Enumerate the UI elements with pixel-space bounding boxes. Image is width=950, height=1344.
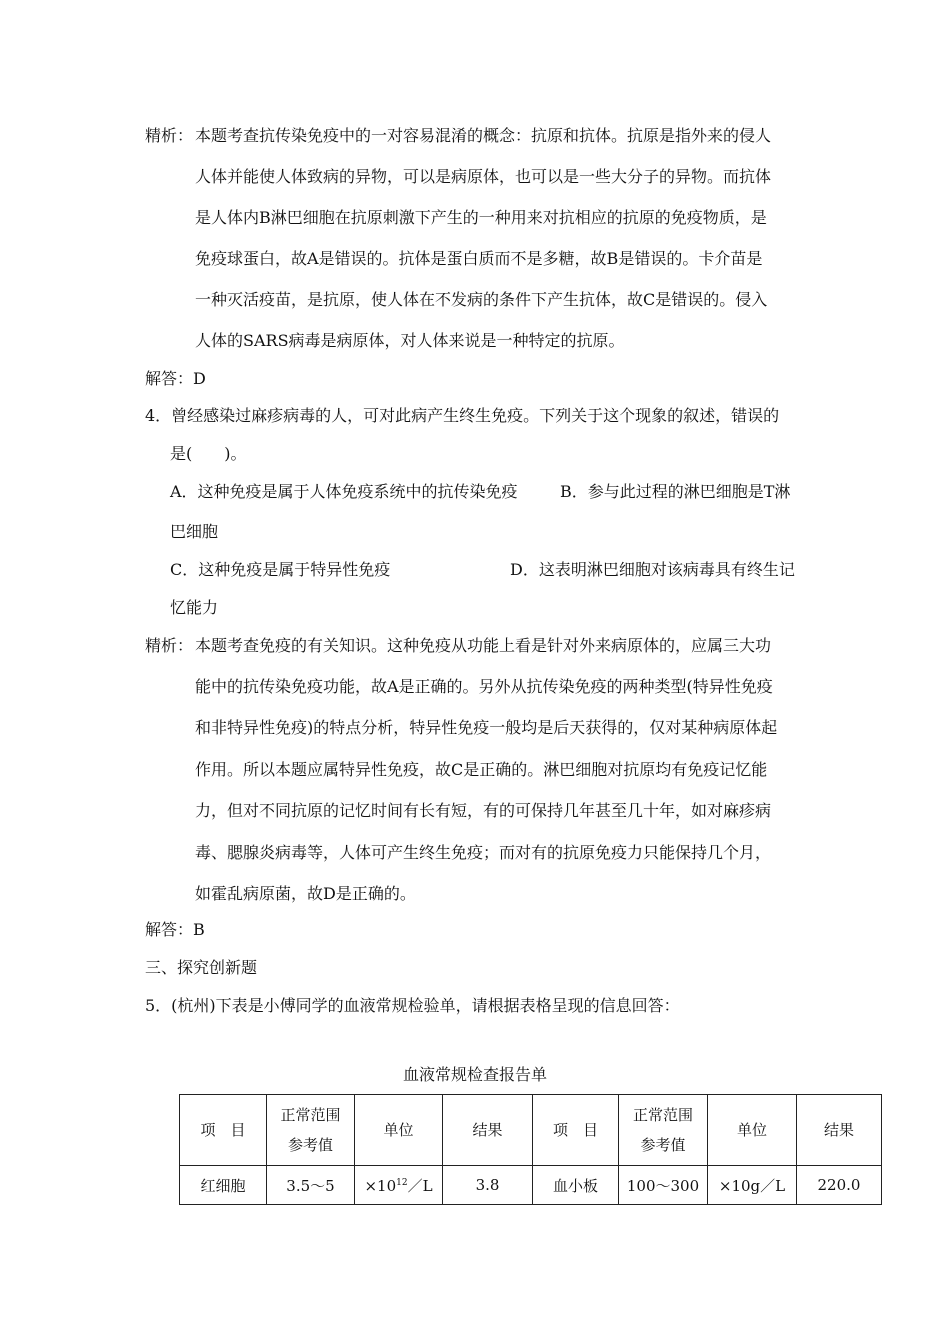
header-cell: 正常范围 参考值 bbox=[619, 1095, 708, 1166]
analysis-line: 能中的抗传染免疫功能，故A是正确的。另外从抗传染免疫的两种类型(特异性免疫 bbox=[195, 677, 773, 696]
analysis-line: 毒、腮腺炎病毒等，人体可产生终生免疫；而对有的抗原免疫力只能保持几个月， bbox=[195, 843, 772, 862]
header-cell: 单位 bbox=[355, 1095, 443, 1166]
analysis-line: 如霍乱病原菌，故D是正确的。 bbox=[195, 884, 416, 903]
analysis-line: 和非特异性免疫)的特点分析，特异性免疫一般均是后天获得的，仅对某种病原体起 bbox=[195, 718, 778, 737]
table-row bbox=[180, 1166, 882, 1205]
answer: 解答：B bbox=[145, 920, 205, 939]
option-a: A．这种免疫是属于人体免疫系统中的抗传染免疫 bbox=[170, 482, 518, 501]
table-cell: 100～300 bbox=[619, 1166, 708, 1205]
table-cell: 红细胞 bbox=[180, 1166, 267, 1205]
answer: 解答：D bbox=[145, 369, 206, 388]
table-cell: $\times 10^{12}/L$ bbox=[355, 1166, 443, 1205]
question-text: 是( )。 bbox=[170, 444, 247, 463]
option-c: C．这种免疫是属于特异性免疫 bbox=[170, 560, 391, 579]
header-cell: 结果 bbox=[443, 1095, 533, 1166]
table-cell: 220.0 bbox=[797, 1166, 882, 1205]
analysis-line: 本题考查抗传染免疫中的一对容易混淆的概念：抗原和抗体。抗原是指外来的侵人 bbox=[195, 126, 772, 145]
table-caption: 血液常规检查报告单 bbox=[402, 1065, 547, 1084]
analysis-line: 人体并能使人体致病的异物，可以是病原体，也可以是一些大分子的异物。而抗体 bbox=[195, 167, 772, 186]
analysis-line: 人体的SARS病毒是病原体，对人体来说是一种特定的抗原。 bbox=[195, 331, 625, 350]
analysis-line: 一种灭活疫苗，是抗原，使人体在不发病的条件下产生抗体，故C是错误的。侵入 bbox=[195, 290, 768, 309]
analysis-line: 是人体内B淋巴细胞在抗原刺激下产生的一种用来对抗相应的抗原的免疫物质，是 bbox=[195, 208, 767, 227]
option-d: D．这表明淋巴细胞对该病毒具有终生记 bbox=[510, 560, 795, 579]
header-cell: 结果 bbox=[797, 1095, 882, 1166]
header-cell: 项 目 bbox=[180, 1095, 267, 1166]
header-cell: 单位 bbox=[708, 1095, 797, 1166]
analysis-label: 精析： bbox=[145, 126, 194, 145]
analysis-line: 力，但对不同抗原的记忆时间有长有短，有的可保持几年甚至几十年，如对麻疹病 bbox=[195, 801, 772, 820]
blood-report-table bbox=[179, 1094, 882, 1205]
option-d-continued: 忆能力 bbox=[170, 598, 219, 617]
analysis-line: 本题考查免疫的有关知识。这种免疫从功能上看是针对外来病原体的，应属三大功 bbox=[195, 636, 772, 655]
table-cell: 血小板 bbox=[533, 1166, 619, 1205]
header-cell: 项 目 bbox=[533, 1095, 619, 1166]
table-cell: ×10g／L bbox=[708, 1166, 797, 1205]
option-b: B．参与此过程的淋巴细胞是T淋 bbox=[560, 482, 791, 501]
option-b-continued: 巴细胞 bbox=[170, 522, 219, 541]
section-heading: 三、探究创新题 bbox=[145, 958, 258, 977]
analysis-line: 作用。所以本题应属特异性免疫，故C是正确的。淋巴细胞对抗原均有免疫记忆能 bbox=[195, 760, 768, 779]
table-cell: 3.5～5 bbox=[267, 1166, 355, 1205]
analysis-line: 免疫球蛋白，故A是错误的。抗体是蛋白质而不是多糖，故B是错误的。卡介苗是 bbox=[195, 249, 763, 268]
table-header-row bbox=[180, 1095, 882, 1166]
analysis-label: 精析： bbox=[145, 636, 194, 655]
question-text: 4．曾经感染过麻疹病毒的人，可对此病产生终生免疫。下列关于这个现象的叙述，错误的 bbox=[145, 406, 780, 425]
question-text: 5．(杭州)下表是小傅同学的血液常规检验单，请根据表格呈现的信息回答： bbox=[145, 996, 680, 1015]
header-cell: 正常范围 参考值 bbox=[267, 1095, 355, 1166]
table-cell: 3.8 bbox=[443, 1166, 533, 1205]
